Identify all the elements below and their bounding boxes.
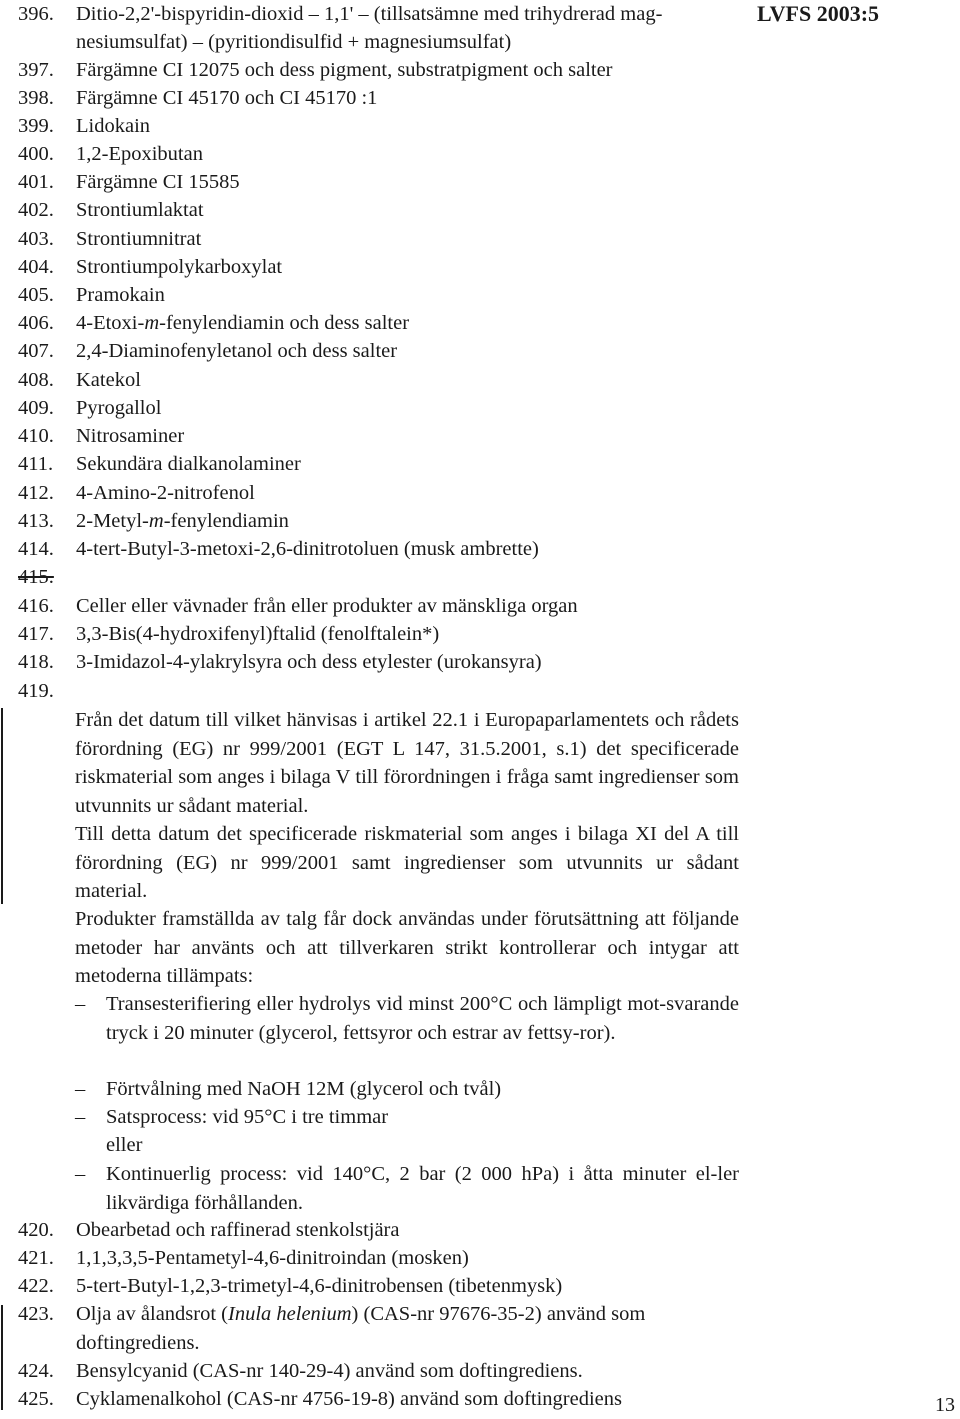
item-number: 411. bbox=[18, 453, 54, 475]
item-text: Pyrogallol bbox=[76, 397, 162, 419]
item-text: Färgämne CI 15585 bbox=[76, 171, 240, 193]
item-number: 423. bbox=[18, 1303, 54, 1325]
item-text: Cyklamenalkohol (CAS-nr 4756-19-8) använd som doftingrediens bbox=[76, 1388, 623, 1410]
item-text: 3,3-Bis(4-hydroxifenyl)ftalid (fenolftalein*) bbox=[76, 623, 440, 645]
item-number: 396. bbox=[18, 3, 54, 25]
dash-marker: – bbox=[75, 993, 86, 1015]
item-number: 403. bbox=[18, 228, 54, 250]
item-number: 414. bbox=[18, 538, 54, 560]
item-number: 401. bbox=[18, 171, 54, 193]
dash-item-text: Satsprocess: vid 95°C i tre timmar bbox=[106, 1106, 389, 1128]
item-number: 416. bbox=[18, 595, 54, 617]
item-text: Strontiumpolykarboxylat bbox=[76, 256, 283, 278]
item-number: 398. bbox=[18, 87, 54, 109]
dash-item-text: Kontinuerlig process: vid 140°C, 2 bar (2 000 hPa) i åtta minuter el-ler likvärdiga förhållanden. bbox=[106, 1163, 739, 1214]
item-text: Katekol bbox=[76, 369, 141, 391]
item-text: Bensylcyanid (CAS-nr 140-29-4) använd som doftingrediens. bbox=[76, 1360, 583, 1382]
item-number: 413. bbox=[18, 510, 54, 532]
item-text: Strontiumlaktat bbox=[76, 199, 204, 221]
item-number: 425. bbox=[18, 1388, 54, 1410]
item-number: 400. bbox=[18, 143, 54, 165]
change-bar-419 bbox=[1, 708, 3, 904]
item-number: 397. bbox=[18, 59, 54, 81]
item-text: 4-tert-Butyl-3-metoxi-2,6-dinitrotoluen (musk ambrette) bbox=[76, 538, 539, 560]
item-number: 420. bbox=[18, 1219, 54, 1241]
item-number-struck: 415. bbox=[18, 566, 54, 588]
item-number: 408. bbox=[18, 369, 54, 391]
item-text: 1,2-Epoxibutan bbox=[76, 143, 203, 165]
item-text: 5-tert-Butyl-1,2,3-trimetyl-4,6-dinitrobensen (tibetenmysk) bbox=[76, 1275, 563, 1297]
dash-marker: – bbox=[75, 1163, 86, 1185]
item-number: 418. bbox=[18, 651, 54, 673]
item-number: 406. bbox=[18, 312, 54, 334]
item-text: nesiumsulfat) – (pyritiondisulfid + magnesiumsulfat) bbox=[76, 31, 512, 53]
item-text: 2-Metyl-m-fenylendiamin bbox=[76, 510, 289, 532]
item-number: 422. bbox=[18, 1275, 54, 1297]
item-number: 421. bbox=[18, 1247, 54, 1269]
item-text: doftingrediens. bbox=[76, 1332, 200, 1354]
or-connector: eller bbox=[106, 1134, 143, 1156]
item-number: 405. bbox=[18, 284, 54, 306]
item-number: 404. bbox=[18, 256, 54, 278]
item-number: 419. bbox=[18, 680, 54, 702]
item-text: Färgämne CI 12075 och dess pigment, substratpigment och salter bbox=[76, 59, 613, 81]
dash-marker: – bbox=[75, 1078, 86, 1100]
item-text: Obearbetad och raffinerad stenkolstjära bbox=[76, 1219, 400, 1241]
item-text: Sekundära dialkanolaminer bbox=[76, 453, 301, 475]
item-text: Färgämne CI 45170 och CI 45170 :1 bbox=[76, 87, 378, 109]
item-number: 412. bbox=[18, 482, 54, 504]
document-code: LVFS 2003:5 bbox=[757, 1, 880, 26]
item-text: Olja av ålandsrot (Inula helenium) (CAS-nr 97676-35-2) använd som bbox=[76, 1303, 646, 1325]
paragraph: Till detta datum det specificerade riskmaterial som anges i bilaga XI del A till förordning (EG) nr 999/2001 samt ingredienser som utvunnits ur sådant material. bbox=[75, 823, 739, 902]
item-text: Pramokain bbox=[76, 284, 165, 306]
item-text: 2,4-Diaminofenyletanol och dess salter bbox=[76, 340, 398, 362]
paragraph: Från det datum till vilket hänvisas i artikel 22.1 i Europaparlamentets och rådets förordning (EG) nr 999/2001 (EGT L 147, 31.5.2001, s.1) det specificerade riskmaterial som anges i bilaga V till förordningen i fråga samt ingredienser som utvunnits ur sådant material. bbox=[75, 709, 739, 817]
item-text: 3-Imidazol-4-ylakrylsyra och dess etylester (urokansyra) bbox=[76, 651, 542, 673]
page-number: 13 bbox=[935, 1394, 955, 1416]
item-number: 417. bbox=[18, 623, 54, 645]
item-number: 402. bbox=[18, 199, 54, 221]
item-number: 409. bbox=[18, 397, 54, 419]
item-text: Ditio-2,2'-bispyridin-dioxid – 1,1' – (tillsatsämne med trihydrerad mag- bbox=[76, 3, 663, 25]
item-number: 424. bbox=[18, 1360, 54, 1382]
item-number: 410. bbox=[18, 425, 54, 447]
dash-item-text: Transesterifiering eller hydrolys vid minst 200°C och lämpligt mot-svarande tryck i 20 minuter (glycerol, fettsyror och estrar av fettsy-ror). bbox=[106, 993, 739, 1044]
item-number: 399. bbox=[18, 115, 54, 137]
item-text: Lidokain bbox=[76, 115, 151, 137]
item-number: 407. bbox=[18, 340, 54, 362]
dash-item-text: Förtvålning med NaOH 12M (glycerol och tvål) bbox=[106, 1078, 502, 1100]
item-text: Strontiumnitrat bbox=[76, 228, 202, 250]
change-bar-423 bbox=[1, 1305, 3, 1410]
item-text: 4-Etoxi-m-fenylendiamin och dess salter bbox=[76, 312, 410, 334]
item-text: Nitrosaminer bbox=[76, 425, 185, 447]
dash-marker: – bbox=[75, 1106, 86, 1128]
item-text: Celler eller vävnader från eller produkter av mänskliga organ bbox=[76, 595, 578, 617]
item-text: 1,1,3,3,5-Pentametyl-4,6-dinitroindan (mosken) bbox=[76, 1247, 469, 1269]
paragraph: Produkter framställda av talg får dock användas under förutsättning att följande metoder har använts och att tillverkaren strikt kontrollerar och intygar att metoderna tillämpats: bbox=[75, 908, 739, 987]
item-text: 4-Amino-2-nitrofenol bbox=[76, 482, 255, 504]
